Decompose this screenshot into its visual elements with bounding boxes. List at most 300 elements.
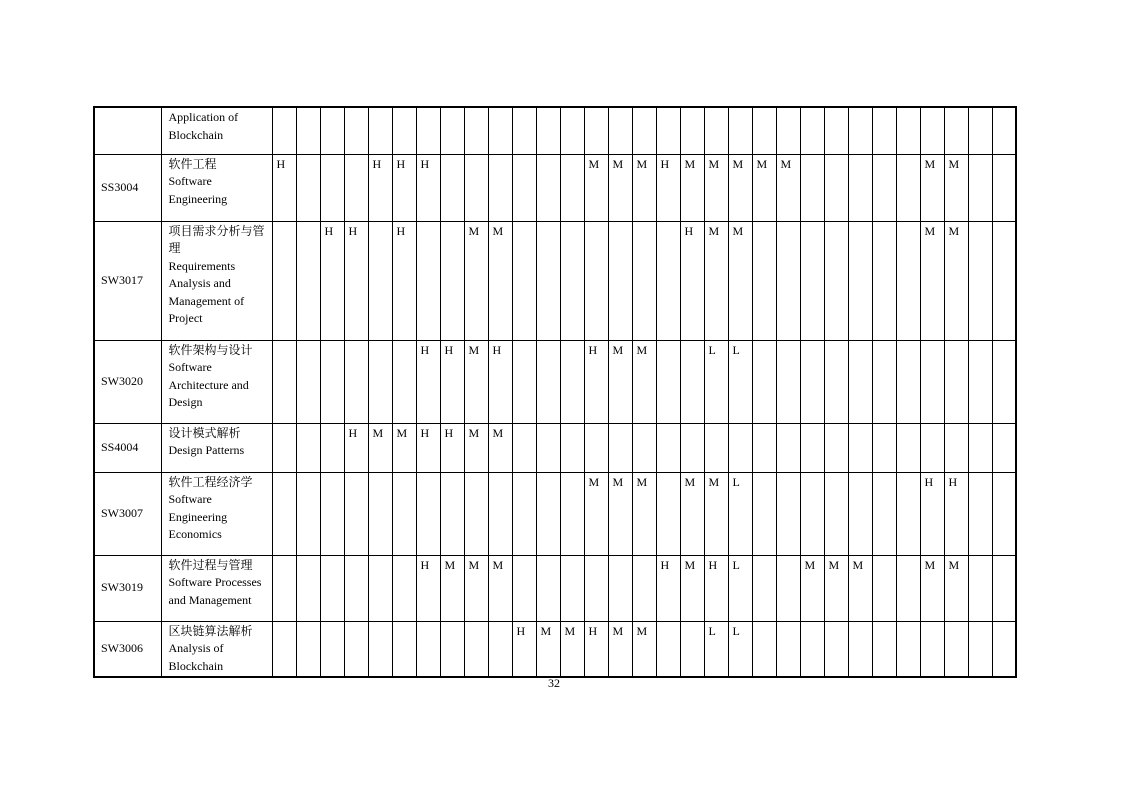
support-level-cell	[968, 107, 992, 154]
support-level-cell: H	[416, 340, 440, 423]
support-level-cell	[296, 555, 320, 621]
course-name-line: Requirements	[168, 258, 236, 273]
support-level-cell	[824, 423, 848, 472]
support-level-cell	[800, 154, 824, 221]
support-level-cell: L	[728, 340, 752, 423]
support-level-cell	[920, 107, 944, 154]
support-level-cell	[656, 107, 680, 154]
support-level-cell	[896, 340, 920, 423]
support-level-cell	[560, 340, 584, 423]
support-level-cell	[872, 621, 896, 677]
support-level-cell	[512, 555, 536, 621]
support-level-cell	[800, 107, 824, 154]
support-level-cell	[848, 154, 872, 221]
support-level-cell	[608, 107, 632, 154]
support-level-cell	[416, 472, 440, 555]
support-level-cell	[824, 107, 848, 154]
course-matrix-table	[93, 106, 1017, 678]
support-level-cell	[656, 340, 680, 423]
course-name-line: 软件工程经济学	[168, 474, 253, 489]
support-level-cell	[536, 555, 560, 621]
support-level-cell	[560, 472, 584, 555]
support-level-cell	[752, 107, 776, 154]
support-level-cell	[944, 107, 968, 154]
support-level-cell	[872, 154, 896, 221]
support-level-cell: L	[704, 621, 728, 677]
support-level-cell: M	[680, 154, 704, 221]
course-code-cell: SW3017	[94, 221, 161, 340]
support-level-cell	[968, 221, 992, 340]
support-level-cell	[800, 423, 824, 472]
course-name-line: Software	[168, 360, 212, 374]
course-name-line: Blockchain	[168, 658, 224, 673]
support-level-cell	[752, 340, 776, 423]
course-name-line: Software	[168, 492, 212, 506]
course-code-cell	[94, 107, 161, 154]
table-row	[94, 340, 1016, 423]
support-level-cell	[296, 472, 320, 555]
support-level-cell	[272, 340, 296, 423]
support-level-cell	[560, 221, 584, 340]
course-code-cell: SS3004	[94, 154, 161, 221]
support-level-cell: H	[416, 154, 440, 221]
table-row	[94, 221, 1016, 340]
support-level-cell	[344, 472, 368, 555]
course-name-line: Software	[168, 174, 212, 188]
support-level-cell: M	[632, 340, 656, 423]
support-level-cell	[680, 423, 704, 472]
support-level-cell: M	[464, 340, 488, 423]
support-level-cell	[320, 154, 344, 221]
course-code-cell: SS4004	[94, 423, 161, 472]
support-level-cell	[272, 221, 296, 340]
support-level-cell	[944, 423, 968, 472]
course-code-cell: SW3006	[94, 621, 161, 677]
course-name-line: Application of	[168, 110, 239, 124]
support-level-cell	[320, 555, 344, 621]
course-code-cell: SW3007	[94, 472, 161, 555]
support-level-cell	[680, 340, 704, 423]
table-row	[94, 555, 1016, 621]
course-name-line: 项目需求分析与管	[168, 223, 265, 238]
support-level-cell: H	[512, 621, 536, 677]
support-level-cell: L	[728, 621, 752, 677]
support-level-cell	[296, 221, 320, 340]
support-level-cell	[704, 423, 728, 472]
support-level-cell: H	[440, 340, 464, 423]
support-level-cell	[656, 621, 680, 677]
table-row	[94, 621, 1016, 677]
support-level-cell: M	[704, 472, 728, 555]
course-name-line: Economics	[168, 527, 222, 541]
support-level-cell	[752, 423, 776, 472]
support-level-cell	[944, 340, 968, 423]
support-level-cell	[272, 621, 296, 677]
course-name-cell	[161, 221, 272, 340]
support-level-cell	[968, 555, 992, 621]
support-level-cell	[656, 423, 680, 472]
support-level-cell: H	[920, 472, 944, 555]
support-level-cell	[848, 423, 872, 472]
support-level-cell	[536, 472, 560, 555]
support-level-cell: M	[584, 154, 608, 221]
table-row	[94, 423, 1016, 472]
support-level-cell	[392, 555, 416, 621]
support-level-cell	[440, 107, 464, 154]
support-level-cell: H	[656, 555, 680, 621]
support-level-cell	[464, 107, 488, 154]
support-level-cell	[320, 621, 344, 677]
support-level-cell	[416, 221, 440, 340]
support-level-cell: M	[704, 154, 728, 221]
support-level-cell	[512, 340, 536, 423]
support-level-cell	[632, 107, 656, 154]
course-name-line: Design Patterns	[168, 443, 245, 457]
support-level-cell	[968, 154, 992, 221]
course-code-cell: SW3020	[94, 340, 161, 423]
support-level-cell: M	[368, 423, 392, 472]
support-level-cell	[896, 154, 920, 221]
support-level-cell	[536, 221, 560, 340]
support-level-cell: M	[704, 221, 728, 340]
support-level-cell	[584, 221, 608, 340]
support-level-cell	[608, 555, 632, 621]
support-level-cell	[536, 154, 560, 221]
support-level-cell	[776, 423, 800, 472]
support-level-cell	[296, 423, 320, 472]
support-level-cell	[608, 221, 632, 340]
support-level-cell	[560, 107, 584, 154]
support-level-cell	[920, 621, 944, 677]
support-level-cell	[776, 107, 800, 154]
support-level-cell	[824, 472, 848, 555]
support-level-cell	[416, 107, 440, 154]
support-level-cell	[896, 107, 920, 154]
support-level-cell	[824, 221, 848, 340]
support-level-cell: L	[704, 340, 728, 423]
support-level-cell	[872, 555, 896, 621]
support-level-cell	[536, 423, 560, 472]
support-level-cell: M	[464, 221, 488, 340]
support-level-cell	[440, 472, 464, 555]
support-level-cell	[872, 423, 896, 472]
support-level-cell: H	[344, 423, 368, 472]
course-name-cell	[161, 107, 272, 154]
support-level-cell	[752, 472, 776, 555]
support-level-cell	[416, 621, 440, 677]
support-level-cell: L	[728, 472, 752, 555]
support-level-cell	[680, 621, 704, 677]
support-level-cell: M	[608, 472, 632, 555]
support-level-cell	[872, 221, 896, 340]
course-name-line: Analysis and	[168, 276, 231, 290]
support-level-cell	[992, 221, 1016, 340]
support-level-cell: H	[392, 154, 416, 221]
support-level-cell	[488, 621, 512, 677]
course-name-line: Analysis of	[168, 641, 224, 655]
support-level-cell	[608, 423, 632, 472]
support-level-cell	[320, 107, 344, 154]
support-level-cell	[944, 621, 968, 677]
support-level-cell	[368, 340, 392, 423]
support-level-cell: H	[656, 154, 680, 221]
support-level-cell	[848, 621, 872, 677]
support-level-cell: M	[392, 423, 416, 472]
support-level-cell: M	[560, 621, 584, 677]
support-level-cell	[392, 621, 416, 677]
support-level-cell	[512, 472, 536, 555]
support-level-cell	[992, 472, 1016, 555]
support-level-cell: M	[944, 154, 968, 221]
support-level-cell	[344, 107, 368, 154]
support-level-cell: M	[680, 555, 704, 621]
support-level-cell	[440, 621, 464, 677]
support-level-cell	[584, 423, 608, 472]
support-level-cell	[776, 221, 800, 340]
course-name-line: Engineering	[168, 509, 228, 524]
support-level-cell: M	[632, 154, 656, 221]
support-level-cell: M	[488, 221, 512, 340]
support-level-cell: H	[320, 221, 344, 340]
support-level-cell: H	[704, 555, 728, 621]
support-level-cell	[872, 472, 896, 555]
support-level-cell	[992, 555, 1016, 621]
course-name-cell	[161, 340, 272, 423]
course-name-cell	[161, 472, 272, 555]
support-level-cell: M	[944, 555, 968, 621]
support-level-cell	[728, 107, 752, 154]
support-level-cell: H	[368, 154, 392, 221]
support-level-cell	[800, 621, 824, 677]
course-name-line: 软件过程与管理	[168, 557, 253, 572]
support-level-cell: M	[848, 555, 872, 621]
support-level-cell: M	[464, 423, 488, 472]
support-level-cell	[344, 154, 368, 221]
support-level-cell	[776, 472, 800, 555]
support-level-cell	[872, 340, 896, 423]
support-level-cell	[440, 154, 464, 221]
support-level-cell	[272, 423, 296, 472]
support-level-cell	[680, 107, 704, 154]
support-level-cell: M	[488, 423, 512, 472]
support-level-cell	[392, 340, 416, 423]
support-level-cell	[992, 423, 1016, 472]
support-level-cell	[368, 472, 392, 555]
table-row	[94, 107, 1016, 154]
support-level-cell	[296, 154, 320, 221]
support-level-cell	[968, 621, 992, 677]
support-level-cell	[368, 621, 392, 677]
support-level-cell	[584, 107, 608, 154]
support-level-cell	[704, 107, 728, 154]
support-level-cell: H	[392, 221, 416, 340]
support-level-cell: H	[680, 221, 704, 340]
support-level-cell	[896, 472, 920, 555]
support-level-cell	[296, 340, 320, 423]
support-level-cell: M	[536, 621, 560, 677]
support-level-cell	[368, 107, 392, 154]
course-name-line: 软件架构与设计	[168, 342, 253, 357]
support-level-cell: M	[920, 555, 944, 621]
course-name-line: Engineering	[168, 191, 228, 206]
support-level-cell: L	[728, 555, 752, 621]
support-level-cell	[512, 107, 536, 154]
support-level-cell	[872, 107, 896, 154]
support-level-cell	[752, 221, 776, 340]
support-level-cell: M	[488, 555, 512, 621]
course-name-line: Software Processes	[168, 575, 262, 589]
support-level-cell	[632, 221, 656, 340]
course-name-line: Architecture and	[168, 377, 249, 392]
support-level-cell: H	[944, 472, 968, 555]
support-level-cell: M	[920, 221, 944, 340]
support-level-cell	[488, 154, 512, 221]
support-level-cell: M	[824, 555, 848, 621]
support-level-cell	[272, 107, 296, 154]
table-row	[94, 472, 1016, 555]
support-level-cell	[920, 340, 944, 423]
support-level-cell: H	[440, 423, 464, 472]
course-name-line: Design	[168, 395, 203, 409]
support-level-cell	[824, 621, 848, 677]
support-level-cell	[536, 340, 560, 423]
course-name-line: Project	[168, 311, 203, 325]
support-level-cell: H	[416, 423, 440, 472]
support-level-cell	[464, 621, 488, 677]
support-level-cell	[752, 621, 776, 677]
support-level-cell	[896, 555, 920, 621]
support-level-cell	[800, 340, 824, 423]
course-name-cell	[161, 555, 272, 621]
course-name-line: and Management	[168, 592, 252, 607]
support-level-cell: M	[752, 154, 776, 221]
support-level-cell	[992, 340, 1016, 423]
support-level-cell	[968, 340, 992, 423]
support-level-cell	[488, 107, 512, 154]
support-level-cell	[440, 221, 464, 340]
support-level-cell	[536, 107, 560, 154]
support-level-cell	[992, 154, 1016, 221]
support-level-cell	[512, 423, 536, 472]
course-code-cell: SW3019	[94, 555, 161, 621]
support-level-cell: M	[464, 555, 488, 621]
support-level-cell	[272, 472, 296, 555]
support-level-cell: M	[728, 221, 752, 340]
support-level-cell	[824, 340, 848, 423]
support-level-cell: H	[488, 340, 512, 423]
support-level-cell	[272, 555, 296, 621]
course-name-cell	[161, 423, 272, 472]
support-level-cell	[512, 154, 536, 221]
support-level-cell: M	[920, 154, 944, 221]
support-level-cell: M	[440, 555, 464, 621]
support-level-cell: M	[608, 340, 632, 423]
support-level-cell	[800, 472, 824, 555]
course-name-line: 区块链算法解析	[168, 623, 253, 638]
support-level-cell	[968, 472, 992, 555]
support-level-cell	[752, 555, 776, 621]
support-level-cell	[632, 423, 656, 472]
support-level-cell	[344, 555, 368, 621]
support-level-cell	[968, 423, 992, 472]
support-level-cell	[344, 340, 368, 423]
support-level-cell: M	[728, 154, 752, 221]
support-level-cell	[392, 472, 416, 555]
support-level-cell	[320, 423, 344, 472]
support-level-cell	[848, 221, 872, 340]
support-level-cell	[848, 472, 872, 555]
course-name-cell	[161, 154, 272, 221]
support-level-cell	[656, 221, 680, 340]
course-name-line: 设计模式解析	[168, 425, 241, 440]
support-level-cell	[656, 472, 680, 555]
support-level-cell: H	[272, 154, 296, 221]
support-level-cell	[824, 154, 848, 221]
support-level-cell	[992, 107, 1016, 154]
support-level-cell	[776, 555, 800, 621]
support-level-cell	[464, 154, 488, 221]
support-level-cell: H	[344, 221, 368, 340]
support-level-cell	[776, 621, 800, 677]
support-level-cell: H	[416, 555, 440, 621]
support-level-cell	[896, 621, 920, 677]
support-level-cell: M	[608, 154, 632, 221]
support-level-cell: M	[608, 621, 632, 677]
support-level-cell	[776, 340, 800, 423]
support-level-cell: H	[584, 621, 608, 677]
support-level-cell	[848, 107, 872, 154]
support-level-cell	[896, 221, 920, 340]
support-level-cell	[584, 555, 608, 621]
support-level-cell	[344, 621, 368, 677]
support-level-cell	[296, 621, 320, 677]
support-level-cell: M	[944, 221, 968, 340]
table-row	[94, 154, 1016, 221]
support-level-cell	[632, 555, 656, 621]
support-level-cell	[896, 423, 920, 472]
support-level-cell: M	[776, 154, 800, 221]
support-level-cell	[512, 221, 536, 340]
course-name-line: 软件工程	[168, 156, 217, 171]
support-level-cell	[728, 423, 752, 472]
support-level-cell	[488, 472, 512, 555]
support-level-cell	[320, 472, 344, 555]
support-level-cell	[464, 472, 488, 555]
support-level-cell	[560, 423, 584, 472]
support-level-cell	[296, 107, 320, 154]
support-level-cell: M	[800, 555, 824, 621]
course-name-line: Blockchain	[168, 127, 224, 142]
support-level-cell	[920, 423, 944, 472]
support-level-cell	[320, 340, 344, 423]
support-level-cell	[992, 621, 1016, 677]
support-level-cell	[848, 340, 872, 423]
support-level-cell	[368, 221, 392, 340]
course-name-line: Management of	[168, 293, 245, 308]
support-level-cell	[560, 555, 584, 621]
support-level-cell	[368, 555, 392, 621]
support-level-cell	[800, 221, 824, 340]
support-level-cell	[392, 107, 416, 154]
support-level-cell: M	[632, 621, 656, 677]
page-number: 32	[548, 676, 560, 690]
support-level-cell: M	[680, 472, 704, 555]
support-level-cell	[560, 154, 584, 221]
support-level-cell: H	[584, 340, 608, 423]
support-level-cell: M	[584, 472, 608, 555]
course-name-cell	[161, 621, 272, 677]
course-name-line: 理	[168, 241, 181, 255]
